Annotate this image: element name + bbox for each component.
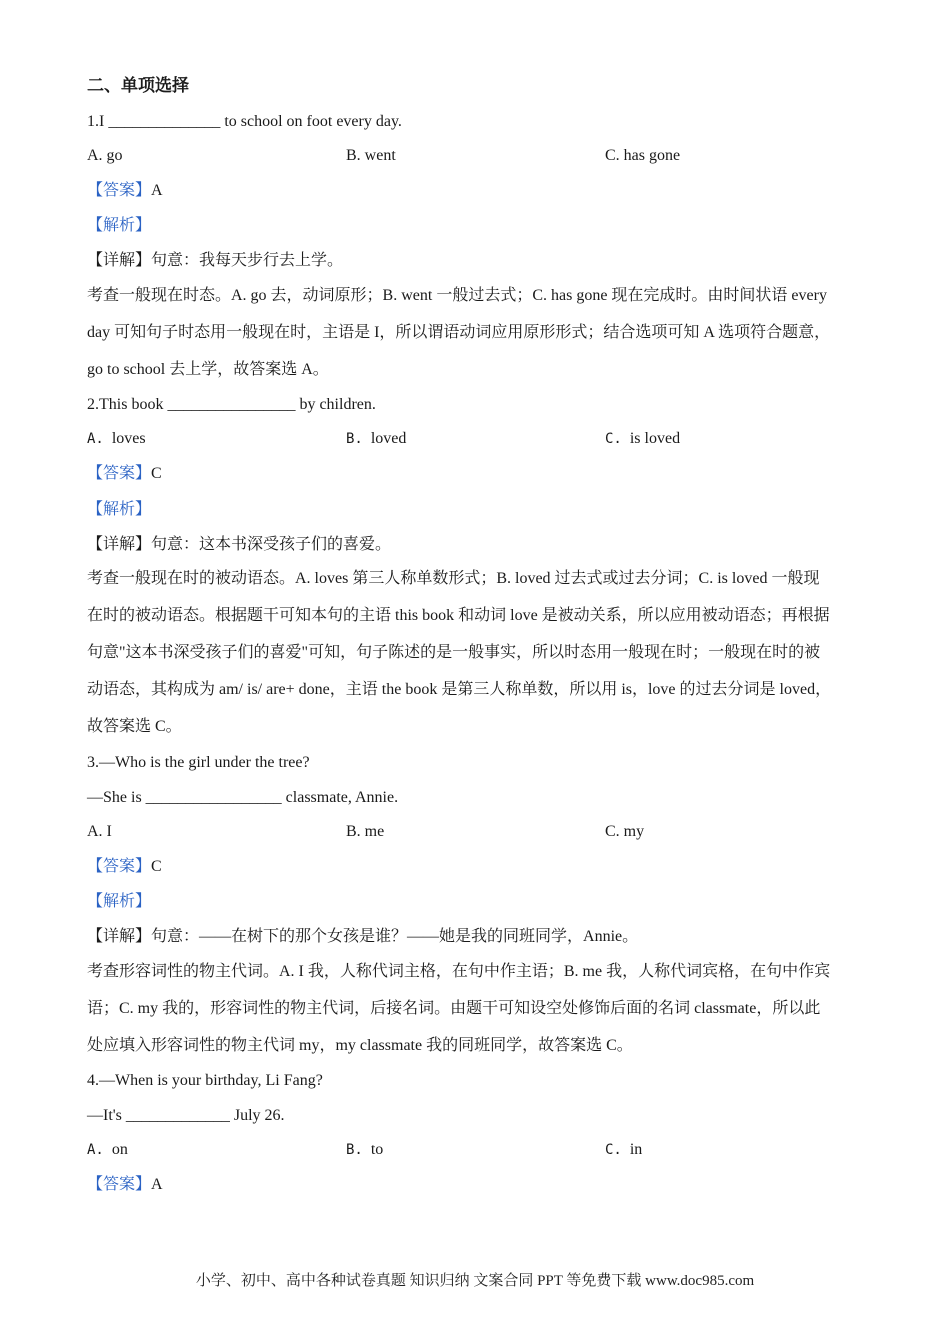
- q1-explanation: [87, 277, 862, 388]
- q2-option-b: [346, 429, 406, 449]
- q1-option-b: B. went: [346, 147, 396, 164]
- detail-text: 句意：我每天步行去上学。: [151, 252, 344, 269]
- answer-tag: 【答案】: [87, 182, 152, 199]
- option-text: on: [111, 1141, 128, 1158]
- explanation-line: 在时的被动语态。根据题干可知本句的主语 this book 和动词 love 是被动关系，所以应用被动语态；再根据: [87, 607, 830, 624]
- answer-value: C: [151, 465, 162, 482]
- q3-option-c: C. my: [605, 823, 645, 840]
- question-2-stem: 2.This book ________________ by children.: [87, 396, 376, 413]
- q1-answer: [87, 181, 163, 201]
- option-text: to: [370, 1141, 384, 1158]
- answer-value: A: [151, 182, 163, 199]
- q3-option-a: A. I: [87, 823, 112, 840]
- q2-explanation: [87, 560, 862, 745]
- explanation-line: go to school 去上学，故答案选 A。: [87, 361, 329, 378]
- q4-option-c: [605, 1140, 642, 1160]
- q4-option-b: [346, 1140, 383, 1160]
- q2-option-c: [605, 429, 680, 449]
- option-letter: A.: [87, 1142, 104, 1158]
- option-letter: C.: [605, 431, 622, 447]
- answer-tag: 【答案】: [87, 1176, 152, 1193]
- q3-option-b: B. me: [346, 823, 385, 840]
- option-text: in: [629, 1141, 643, 1158]
- explanation-line: 处应填入形容词性的物主代词 my，my classmate 我的同班同学，故答案选 C。: [87, 1037, 633, 1054]
- section-title: 二、单项选择: [87, 76, 189, 96]
- q2-option-a: [87, 429, 146, 449]
- q1-option-a: A. go: [87, 147, 123, 164]
- option-letter: B.: [346, 1142, 363, 1158]
- q2-answer: [87, 464, 162, 484]
- option-text: loves: [111, 430, 146, 447]
- explanation-line: 故答案选 C。: [87, 718, 182, 735]
- question-4-stem-reply: —It's _____________ July 26.: [87, 1107, 285, 1124]
- explanation-line: 句意"这本书深受孩子们的喜爱"可知，句子陈述的是一般事实，所以时态用一般现在时；一般现在时的被: [87, 644, 821, 661]
- q1-detail: [87, 251, 343, 271]
- detail-tag: 【详解】: [87, 928, 152, 945]
- question-1-stem: 1.I ______________ to school on foot every day.: [87, 113, 402, 130]
- q4-option-a: [87, 1140, 128, 1160]
- question-4-stem: 4.—When is your birthday, Li Fang?: [87, 1072, 323, 1089]
- q1-option-c: C. has gone: [605, 147, 681, 164]
- detail-text: 句意：——在树下的那个女孩是谁？——她是我的同班同学，Annie。: [151, 928, 639, 945]
- detail-tag: 【详解】: [87, 252, 152, 269]
- option-text: is loved: [629, 430, 681, 447]
- explanation-line: 考查一般现在时态。A. go 去，动词原形；B. went 一般过去式；C. has gone 现在完成时。由时间状语 every: [87, 287, 827, 304]
- q2-detail: [87, 535, 391, 555]
- q3-explanation: [87, 953, 862, 1064]
- q3-analysis-tag: 【解析】: [87, 893, 152, 910]
- q1-analysis-tag: 【解析】: [87, 217, 152, 234]
- q3-answer: [87, 857, 162, 877]
- option-letter: A.: [87, 431, 104, 447]
- explanation-line: day 可知句子时态用一般现在时，主语是 I，所以谓语动词应用原形形式；结合选项可知 A 选项符合题意，: [87, 324, 831, 341]
- explanation-line: 动语态，其构成为 am/ is/ are+ done，主语 the book 是第三人称单数，所以用 is，love 的过去分词是 loved，: [87, 681, 832, 698]
- question-3-stem-reply: —She is _________________ classmate, Annie.: [87, 789, 399, 806]
- page-footer: 小学、初中、高中各种试卷真题 知识归纳 文案合同 PPT 等免费下载 www.doc985.com: [195, 1273, 755, 1289]
- answer-value: A: [151, 1176, 163, 1193]
- q3-detail: [87, 927, 638, 947]
- option-letter: C.: [605, 1142, 622, 1158]
- q4-answer: [87, 1175, 163, 1195]
- explanation-line: 语；C. my 我的，形容词性的物主代词，后接名词。由题干可知设空处修饰后面的名词 classmate，所以此: [87, 1000, 821, 1017]
- question-3-stem: 3.—Who is the girl under the tree?: [87, 754, 310, 771]
- answer-tag: 【答案】: [87, 858, 152, 875]
- explanation-line: 考查一般现在时的被动语态。A. loves 第三人称单数形式；B. loved 过去式或过去分词；C. is loved 一般现: [87, 570, 820, 587]
- option-letter: B.: [346, 431, 363, 447]
- answer-tag: 【答案】: [87, 465, 152, 482]
- answer-value: C: [151, 858, 162, 875]
- detail-tag: 【详解】: [87, 536, 152, 553]
- q2-analysis-tag: 【解析】: [87, 501, 152, 518]
- option-text: loved: [370, 430, 407, 447]
- detail-text: 句意：这本书深受孩子们的喜爱。: [151, 536, 392, 553]
- explanation-line: 考查形容词性的物主代词。A. I 我，人称代词主格，在句中作主语；B. me 我，人称代词宾格，在句中作宾: [87, 963, 831, 980]
